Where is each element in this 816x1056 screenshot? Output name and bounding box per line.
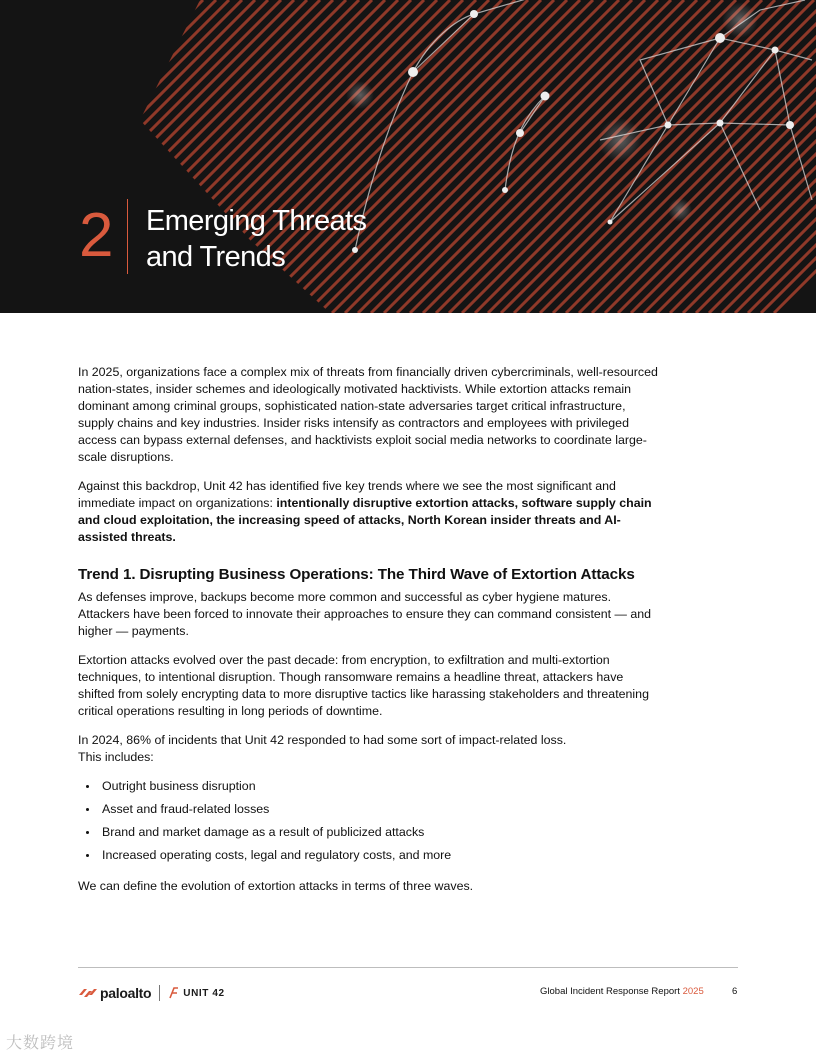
page-number: 6 — [732, 986, 738, 997]
footer-brand — [79, 983, 225, 1003]
brand-separator — [159, 985, 160, 1001]
footer-report-title — [540, 986, 704, 997]
hero-stripe — [0, 0, 86, 313]
list-item: Outright business disruption — [78, 778, 662, 801]
unit42-logo-text: UNIT 42 — [183, 987, 225, 999]
hero-stripe — [0, 0, 8, 313]
trend-1-heading: Trend 1. Disrupting Business Operations: The Third Wave of Extortion Attacks — [78, 566, 635, 583]
list-item: Asset and fraud-related losses — [78, 801, 662, 824]
chapter-title — [146, 203, 446, 275]
chapter-number: 2 — [79, 201, 114, 270]
hero-banner — [0, 0, 816, 313]
hero-stripe — [0, 0, 60, 313]
trend-1-paragraph-3-line-1: In 2024, 86% of incidents that Unit 42 responded to had some sort of impact-related loss. — [78, 733, 567, 747]
footer-divider — [78, 967, 738, 968]
intro-paragraph-2-text: Against this backdrop, Unit 42 has identified five key trends where we see the most significant and immediate impact on organizations: — [78, 479, 616, 510]
trend-1-paragraph-3 — [78, 732, 662, 766]
list-item: Increased operating costs, legal and regulatory costs, and more — [78, 847, 662, 870]
intro-paragraph-1: In 2025, organizations face a complex mix of threats from financially driven cybercriminals, well-resourced nation-states, insider schemes and ideologically motivated hacktivists. While extortion attacks remain dominant among criminal groups, sophisticated nation-state adversaries target critical infrastructure, supply chains and key industries. Insider risks intensify as contractors and employees with privileged access can bypass external defenses, and hacktivists exploit social media networks to coordinate large-scale disruptions. — [78, 365, 658, 464]
hero-stripe — [0, 0, 138, 313]
unit42-logo-icon — [168, 987, 180, 999]
report-title: Global Incident Response Report — [540, 986, 680, 997]
hero-stripe — [0, 0, 47, 313]
intro-paragraph-2 — [78, 478, 662, 546]
hero-stripe — [0, 0, 151, 313]
trend-1-paragraph-1: As defenses improve, backups become more common and successful as cyber hygiene matures. Attackers have been forced to innovate their approaches to ensure they can command consistent — and higher — payments. — [78, 590, 652, 638]
watermark: 大数跨境 — [6, 1033, 75, 1052]
hero-stripe — [0, 0, 73, 313]
main-content — [78, 364, 662, 907]
trend-1-paragraph-2: Extortion attacks evolved over the past decade: from encryption, to exfiltration and multi-extortion techniques, to intentional disruption. Though ransomware remains a headline threat, attackers have shifted from solely encrypting data to more disruptive tactics like harassing stakeholders and threatening critical operations resulting in long periods of downtime. — [78, 653, 649, 718]
chapter-title-line-1: Emerging Threats — [146, 205, 367, 237]
impact-list — [78, 778, 662, 870]
trend-1-closing: We can define the evolution of extortion attacks in terms of three waves. — [78, 879, 474, 893]
chapter-title-line-2: and Trends — [146, 241, 286, 273]
hero-stripe — [0, 0, 34, 313]
paloalto-logo-icon — [79, 987, 97, 999]
chapter-divider — [127, 199, 128, 274]
report-year: 2025 — [682, 986, 704, 997]
trend-1-paragraph-3-line-2: This includes: — [78, 750, 154, 764]
hero-stripe — [0, 0, 21, 313]
list-item: Brand and market damage as a result of publicized attacks — [78, 824, 662, 847]
paloalto-logo-text: paloalto — [100, 985, 152, 1001]
intro-key-trends: intentionally disruptive extortion attacks, software supply chain and cloud exploitation, the increasing speed of attacks, North Korean insider threats and AI-assisted threats. — [78, 496, 652, 544]
